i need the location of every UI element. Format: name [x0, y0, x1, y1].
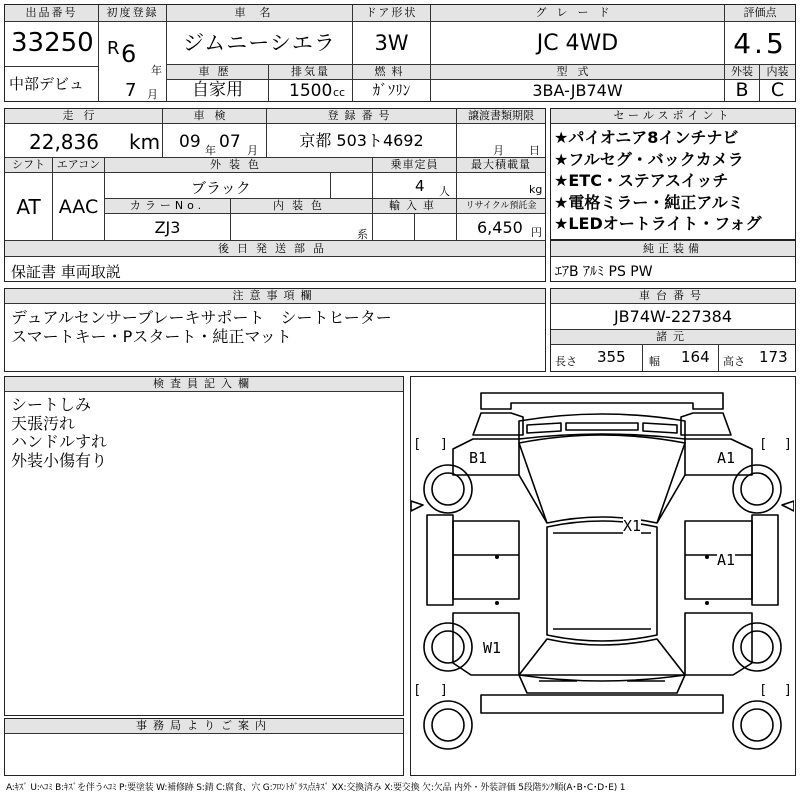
office-label: 事務局よりご案内 — [5, 719, 403, 734]
sales-box — [550, 108, 796, 240]
shaken-month: 07 — [219, 132, 241, 152]
bracket-open: [ — [761, 683, 767, 698]
lot-sub: 中部デビュ — [9, 75, 85, 93]
color-spacer — [331, 173, 373, 199]
legend-footer: A:ｷｽﾞ U:ﾍｺﾐ B:ｷｽﾞを伴うﾍｺﾐ P:要塗装 W:補修跡 S:錆 C:腐食、穴 G:ﾌﾛﾝﾄｶﾞﾗｽ点ｷｽﾞ XX:交換済み X:要交換 欠:欠品 内外・外装評価 5段階ﾗﾝｸ順(A･B･C･D･E) 1 — [6, 783, 626, 793]
disp-label: 排気量 — [269, 65, 353, 80]
shaken-cell — [163, 124, 267, 158]
later-label: 後日発送部品 — [5, 241, 545, 257]
displacement: 1500 — [289, 81, 333, 101]
recycle-label: リサイクル預託金 — [457, 199, 545, 214]
office-box — [4, 718, 404, 776]
score: 4.5 — [733, 27, 787, 60]
hgt-label: 高さ — [723, 355, 745, 368]
ac: AAC — [58, 196, 99, 218]
model-code: 3BA-JB74W — [532, 81, 623, 100]
recycle-unit: 円 — [531, 226, 542, 239]
width: 164 — [681, 348, 710, 366]
import-label: 輸入車 — [373, 199, 457, 214]
sales-point: ★フルセグ・バックカメラ — [554, 149, 744, 169]
shaken-year-unit: 年 — [205, 144, 216, 157]
int-color-cell — [231, 214, 373, 241]
score-label: 評価点 — [725, 5, 795, 22]
history-label: 車歴 — [167, 65, 269, 80]
int-label: 内装 — [760, 65, 795, 80]
score-cell — [725, 22, 795, 65]
sales-point: ★LEDオートライト・フォグ — [554, 214, 762, 233]
bracket-close: ] — [441, 683, 447, 698]
car-diagram — [410, 376, 796, 776]
chassis-box — [550, 288, 796, 372]
sales-point: ★パイオニア8インチナビ — [554, 128, 739, 147]
car-outline-svg — [411, 377, 794, 774]
grade-cell — [431, 22, 725, 65]
history: 自家用 — [192, 80, 243, 100]
chassis-number: JB74W-227384 — [613, 307, 733, 326]
ext-grade-cell — [725, 80, 760, 101]
int-grade: C — [770, 80, 785, 101]
month: 7 — [125, 80, 137, 101]
wid-label: 幅 — [649, 355, 660, 368]
chassis-label: 車台番号 — [551, 289, 795, 304]
color-no-label: カラーNo. — [105, 199, 231, 214]
inspector-line: シートしみ — [11, 395, 92, 414]
model-label: 型式 — [431, 65, 725, 80]
recycle-cell — [457, 214, 545, 241]
chassis-number-cell — [551, 304, 795, 330]
int-color-label: 内装色 — [231, 199, 373, 214]
capacity: 4 — [415, 177, 425, 195]
fuel: ｶﾞｿﾘﾝ — [372, 81, 411, 99]
transfer-month-unit: 月 — [493, 144, 504, 157]
lot-number: 33250 — [11, 28, 94, 58]
damage-mark: X1 — [623, 517, 642, 535]
grade: JC 4WD — [536, 31, 619, 56]
transfer-label: 譲渡書類期限 — [457, 109, 545, 124]
color-no: ZJ3 — [154, 218, 181, 237]
first-reg-label: 初度登録 — [99, 5, 167, 22]
length-cell — [551, 345, 643, 371]
inspector-box — [4, 376, 404, 716]
shift-cell — [5, 173, 53, 241]
notes-label: 注意事項欄 — [5, 289, 545, 304]
transfer-day-unit: 日 — [529, 144, 540, 157]
bracket-open: [ — [761, 437, 767, 452]
fuel-cell — [353, 80, 431, 101]
shaken-year: 09 — [179, 132, 201, 152]
length: 355 — [597, 348, 626, 366]
disp-cell — [269, 80, 353, 101]
height-cell — [719, 345, 795, 371]
mileage: 22,836 — [29, 130, 99, 154]
damage-mark: W1 — [483, 639, 502, 657]
header-box — [4, 4, 796, 102]
shift: AT — [16, 195, 41, 219]
car-name-cell — [167, 22, 353, 65]
shaken-month-unit: 月 — [247, 144, 258, 157]
damage-mark: A1 — [717, 551, 736, 569]
damage-mark: A1 — [717, 449, 736, 467]
name-label: 車名 — [167, 5, 353, 22]
month-unit: 月 — [147, 88, 158, 101]
disp-unit: cc — [333, 86, 346, 99]
door-cell — [353, 22, 431, 65]
sales-point: ★ETC・ステアスイッチ — [554, 171, 729, 190]
door-label: ドア形状 — [353, 5, 431, 22]
color-cell — [105, 173, 331, 199]
inspector-label: 検査員記入欄 — [5, 377, 403, 392]
capacity-unit: 人 — [439, 185, 450, 198]
bracket-close: ] — [785, 683, 791, 698]
era: R — [107, 38, 120, 59]
model-cell — [431, 80, 725, 101]
mileage-label: 走行 — [5, 109, 163, 124]
lot-sub-cell — [5, 67, 99, 101]
width-cell — [643, 345, 719, 371]
mileage-unit: km — [129, 130, 161, 154]
ext-grade: B — [735, 80, 749, 101]
len-label: 長さ — [555, 355, 577, 368]
ext-label: 外装 — [725, 65, 760, 80]
shift-label: シフト — [5, 158, 53, 173]
bracket-close: ] — [441, 437, 447, 452]
history-cell — [167, 80, 269, 101]
import-cell-a — [373, 214, 415, 241]
ac-label: エアコン — [53, 158, 105, 173]
note-line: スマートキー・Pスタート・純正マット — [11, 327, 292, 346]
transfer-cell — [457, 124, 545, 158]
car-name: ジムニーシエラ — [183, 31, 336, 55]
ac-cell — [53, 173, 105, 241]
color: ブラック — [191, 179, 251, 197]
notes-box — [4, 288, 546, 372]
damage-mark: B1 — [469, 449, 488, 467]
load-label: 最大積載量 — [457, 158, 545, 173]
grade-label: グレード — [431, 5, 725, 22]
int-color-unit: 系 — [357, 228, 368, 241]
year: 6 — [121, 40, 137, 68]
bracket-close: ] — [785, 437, 791, 452]
recycle: 6,450 — [477, 218, 523, 237]
load-cell — [457, 173, 545, 199]
mileage-cell — [5, 124, 163, 158]
load-unit: kg — [529, 183, 543, 196]
lot-number-cell — [5, 22, 99, 67]
capacity-label: 乗車定員 — [373, 158, 457, 173]
sales-label: セールスポイント — [551, 109, 795, 124]
dims-label: 諸元 — [551, 330, 795, 345]
equip-label: 純正装備 — [551, 241, 795, 257]
equip-box — [550, 240, 796, 282]
note-line: デュアルセンサーブレーキサポート シートヒーター — [11, 308, 392, 327]
import-cell-b — [415, 214, 457, 241]
later-items: 保証書 車両取説 — [11, 263, 121, 281]
bracket-open: [ — [415, 683, 421, 698]
door: 3W — [374, 31, 409, 55]
year-unit: 年 — [151, 64, 162, 77]
color-label: 外装色 — [105, 158, 373, 173]
inspector-line: ハンドルすれ — [11, 432, 108, 451]
shaken-label: 車検 — [163, 109, 267, 124]
color-no-cell — [105, 214, 231, 241]
plate: 京都 503ト4692 — [299, 131, 424, 150]
plate-label: 登録番号 — [267, 109, 457, 124]
plate-cell — [267, 124, 457, 158]
bracket-open: [ — [415, 437, 421, 452]
lot-label: 出品番号 — [5, 5, 99, 22]
height: 173 — [759, 348, 788, 366]
capacity-cell — [373, 173, 457, 199]
equip: ｴｱB ｱﾙﾐ PS PW — [555, 264, 653, 280]
sales-point: ★電格ミラー・純正アルミ — [554, 192, 744, 212]
inspector-line: 外装小傷有り — [11, 450, 108, 470]
details-box — [4, 108, 546, 282]
inspector-line: 天張汚れ — [11, 413, 76, 433]
int-grade-cell — [760, 80, 795, 101]
first-reg-cell — [99, 22, 167, 101]
fuel-label: 燃料 — [353, 65, 431, 80]
